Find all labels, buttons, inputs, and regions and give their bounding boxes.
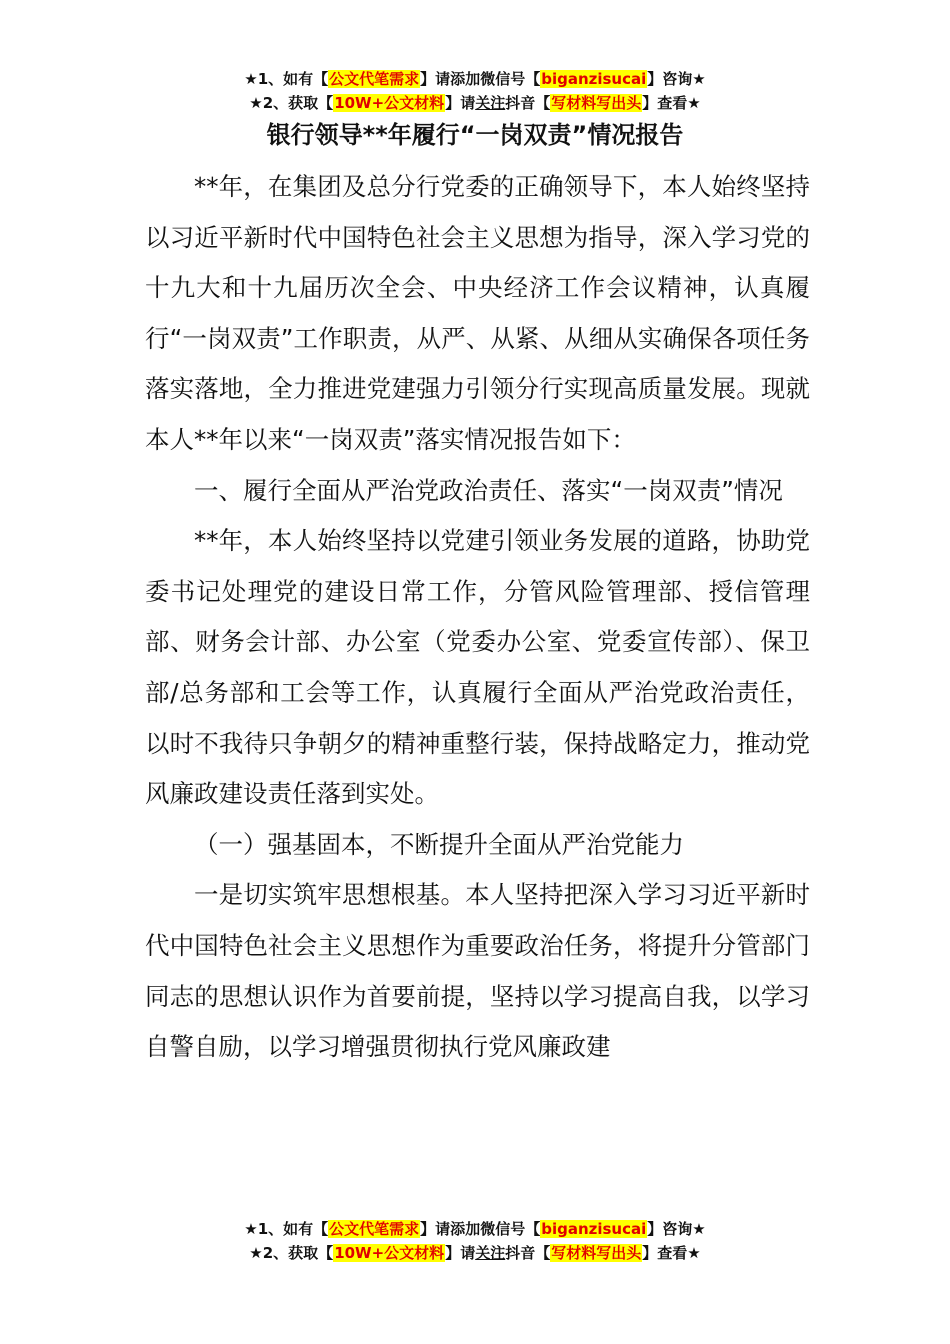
section-heading: 一、履行全面从严治党政治责任、落实“一岗双责”情况	[194, 475, 783, 505]
banner-text: 关注	[475, 94, 506, 112]
banner-text: 】请	[445, 1244, 476, 1262]
banner-text: 】请添	[420, 1220, 466, 1238]
banner-text: 抖音【	[505, 94, 551, 112]
banner-highlight: 公文代笔需求	[329, 1220, 420, 1238]
bottom-banner	[0, 1217, 950, 1265]
banner-text: 微信号【	[480, 1220, 541, 1238]
banner-line-2	[0, 91, 950, 115]
banner-text: 加	[465, 1220, 481, 1238]
douyin-highlight: 写材料写出头	[551, 94, 642, 112]
document-title: 银行领导**年履行“一岗双责”情况报告	[266, 121, 684, 149]
banner-text: 微信号【	[480, 70, 541, 88]
banner-text: 】查看★	[642, 1244, 701, 1262]
banner-text: 加	[465, 70, 481, 88]
banner-line-1	[0, 1217, 950, 1241]
banner-text: ★1、如有【	[244, 1220, 329, 1238]
banner-text: ★2、获取【	[249, 94, 334, 112]
paragraph: 一是切实筑牢思想根基。本人坚持把深入学习习近平新时代中国特色社会主义思想作为重要政治任务，将提升分管部门同志的思想认识作为首要前提，坚持以学习提高自我，以学习自警自励，以学习增强贯彻执行党风廉政建	[145, 880, 810, 1062]
banner-text: 】咨询★	[647, 70, 706, 88]
banner-text: 】咨询★	[647, 1220, 706, 1238]
paragraph: **年，本人始终坚持以党建引领业务发展的道路，协助党委书记处理党的建设日常工作，分管风险管理部、授信管理部、财务会计部、办公室（党委办公室、党委宣传部）、保卫部/总务部和工会等工作，认真履行全面从严治党政治责任，以时不我待只争朝夕的精神重整行装，保持战略定力，推动党风廉政建设责任落到实处。	[145, 526, 810, 809]
douyin-highlight: 写材料写出头	[551, 1244, 642, 1262]
banner-text: ★1、如有【	[244, 70, 329, 88]
banner-line-1	[0, 67, 950, 91]
banner-text: 】请	[445, 94, 476, 112]
banner-text: 关注	[475, 1244, 506, 1262]
banner-text: 抖音【	[505, 1244, 551, 1262]
banner-highlight: 10W+公文材料	[334, 1244, 445, 1262]
banner-line-2	[0, 1241, 950, 1265]
banner-text: 】查看★	[642, 94, 701, 112]
wechat-id-highlight: biganzisucai	[541, 70, 647, 88]
document-body	[145, 162, 810, 1073]
wechat-id-highlight: biganzisucai	[541, 1220, 647, 1238]
banner-highlight: 10W+公文材料	[334, 94, 445, 112]
subsection-heading: （一）强基固本，不断提升全面从严治党能力	[194, 829, 684, 859]
banner-text: ★2、获取【	[249, 1244, 334, 1262]
banner-text: 】请添	[420, 70, 466, 88]
banner-highlight: 公文代笔需求	[329, 70, 420, 88]
top-banner	[0, 67, 950, 115]
paragraph: **年，在集团及总分行党委的正确领导下，本人始终坚持以习近平新时代中国特色社会主义思想为指导，深入学习党的十九大和十九届历次全会、中央经济工作会议精神，认真履行“一岗双责”工作职责，从严、从紧、从细从实确保各项任务落实落地，全力推进党建强力引领分行实现高质量发展。现就本人**年以来“一岗双责”落实情况报告如下：	[145, 172, 810, 454]
